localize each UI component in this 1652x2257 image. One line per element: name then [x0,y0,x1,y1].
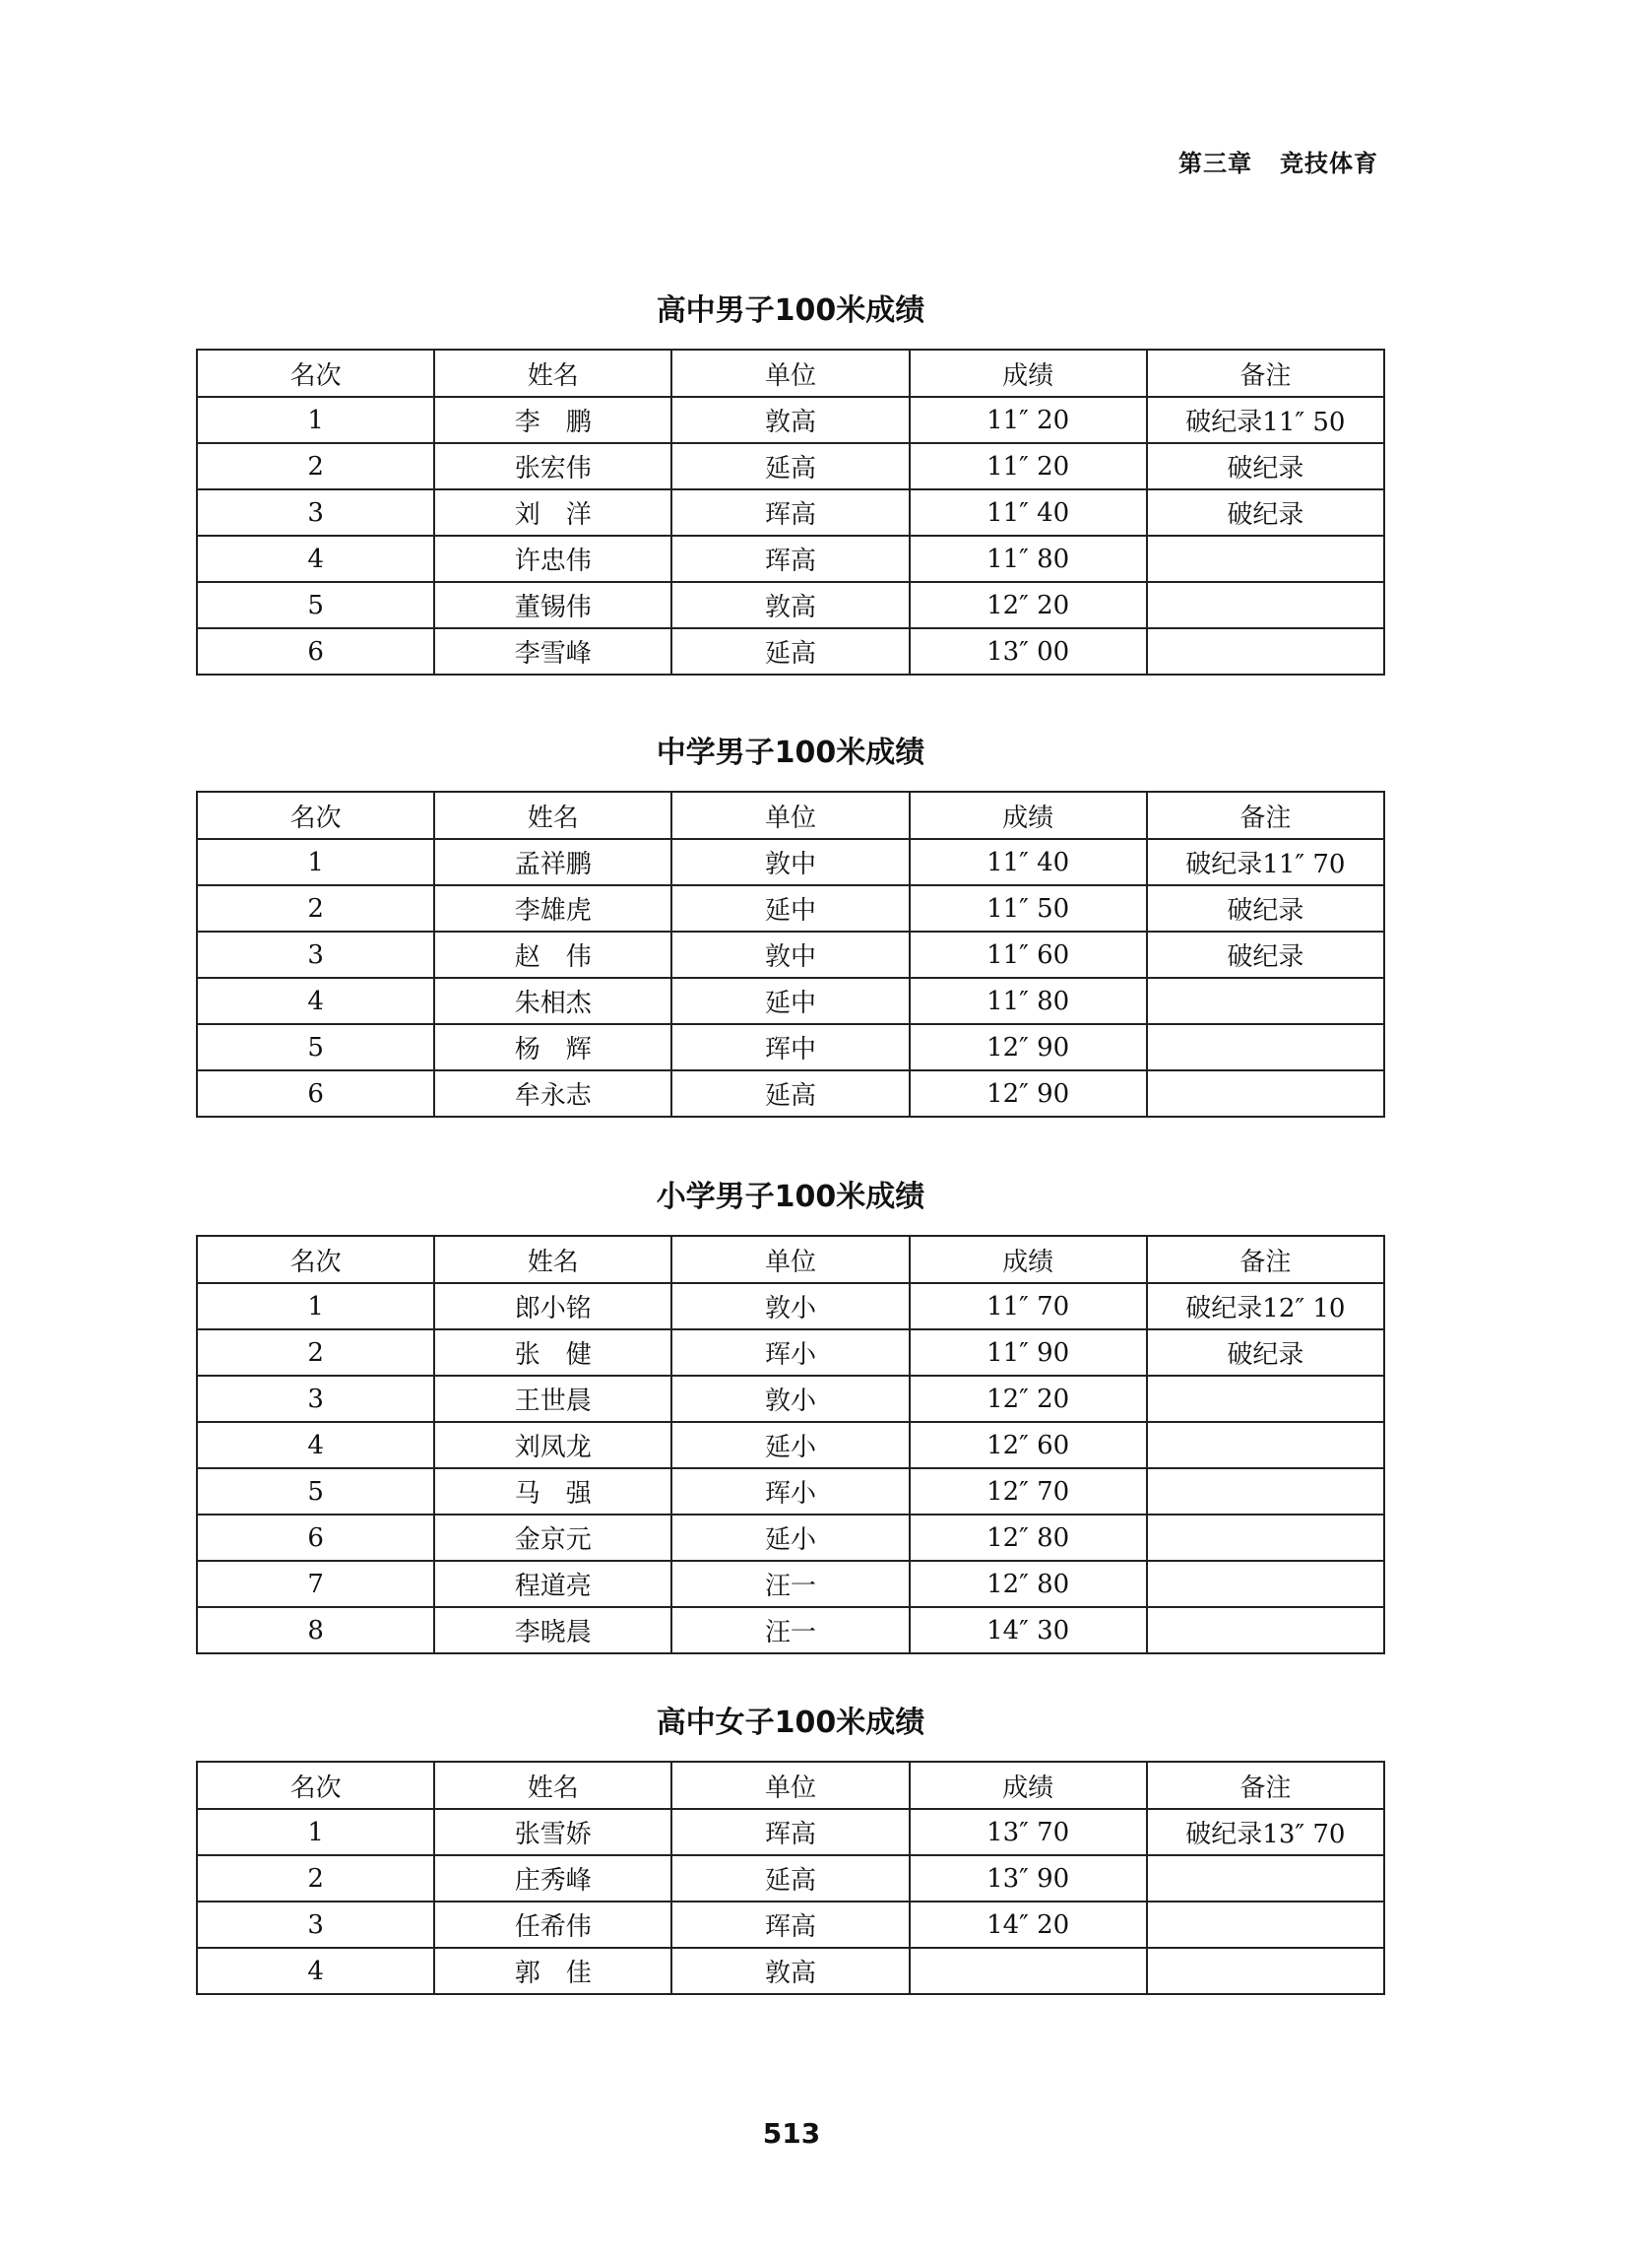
unit-cell: 延小 [671,1515,909,1561]
name-cell: 马 强 [434,1468,671,1515]
col-rank-header: 名次 [197,792,434,839]
rank-cell: 7 [197,1561,434,1607]
name-cell: 刘 洋 [434,489,671,536]
table-header-row [197,1762,1384,1809]
unit-cell: 珲小 [671,1329,909,1376]
result-cell: 11″ 50 [910,885,1147,932]
rank-cell: 3 [197,932,434,978]
name-cell: 赵 伟 [434,932,671,978]
note-cell: 破纪录13″ 70 [1147,1809,1384,1855]
table-row [197,1422,1384,1468]
rank-cell: 3 [197,1376,434,1422]
note-cell [1147,582,1384,628]
table-row [197,1468,1384,1515]
unit-cell: 汪一 [671,1561,909,1607]
col-name-header: 姓名 [434,792,671,839]
results-section-high-school-boys [196,291,1385,676]
result-cell: 12″ 80 [910,1515,1147,1561]
table-row [197,1376,1384,1422]
result-cell: 11″ 90 [910,1329,1147,1376]
note-cell [1147,628,1384,675]
result-cell: 12″ 20 [910,582,1147,628]
unit-cell: 敦小 [671,1283,909,1329]
name-cell: 郭 佳 [434,1948,671,1994]
result-cell: 12″ 20 [910,1376,1147,1422]
result-cell: 12″ 70 [910,1468,1147,1515]
rank-cell: 1 [197,839,434,885]
name-cell: 李 鹏 [434,397,671,443]
rank-cell: 6 [197,628,434,675]
rank-cell: 1 [197,397,434,443]
name-cell: 许忠伟 [434,536,671,582]
unit-cell: 珲小 [671,1468,909,1515]
rank-cell: 6 [197,1070,434,1117]
result-cell: 13″ 90 [910,1855,1147,1902]
result-cell: 13″ 70 [910,1809,1147,1855]
name-cell: 程道亮 [434,1561,671,1607]
rank-cell: 2 [197,885,434,932]
results-section-primary-school-boys [196,1178,1385,1654]
name-cell: 庄秀峰 [434,1855,671,1902]
unit-cell: 延高 [671,1855,909,1902]
name-cell: 杨 辉 [434,1024,671,1070]
note-cell: 破纪录11″ 50 [1147,397,1384,443]
results-section-middle-school-boys [196,734,1385,1118]
rank-cell: 4 [197,1422,434,1468]
note-cell [1147,1607,1384,1653]
page-number: 513 [762,2117,821,2150]
unit-cell: 敦小 [671,1376,909,1422]
chapter-label: 第三章 [1178,150,1252,177]
unit-cell: 珲高 [671,489,909,536]
col-result-header: 成绩 [910,1236,1147,1283]
col-name-header: 姓名 [434,350,671,397]
rank-cell: 2 [197,1855,434,1902]
results-table [196,1761,1385,1995]
rank-cell: 4 [197,1948,434,1994]
unit-cell: 珲中 [671,1024,909,1070]
unit-cell: 珲高 [671,1902,909,1948]
col-rank-header: 名次 [197,1236,434,1283]
table-row [197,1855,1384,1902]
unit-cell: 敦高 [671,582,909,628]
rank-cell: 3 [197,1902,434,1948]
rank-cell: 5 [197,582,434,628]
table-row [197,885,1384,932]
note-cell [1147,1024,1384,1070]
rank-cell: 3 [197,489,434,536]
table-row [197,1902,1384,1948]
col-rank-header: 名次 [197,1762,434,1809]
col-name-header: 姓名 [434,1236,671,1283]
col-rank-header: 名次 [197,350,434,397]
name-cell: 牟永志 [434,1070,671,1117]
unit-cell: 敦高 [671,1948,909,1994]
section-title: 小学男子100米成绩 [656,1180,925,1214]
note-cell [1147,1422,1384,1468]
col-unit-header: 单位 [671,1762,909,1809]
result-cell: 12″ 90 [910,1024,1147,1070]
col-unit-header: 单位 [671,350,909,397]
rank-cell: 1 [197,1809,434,1855]
results-table [196,349,1385,676]
unit-cell: 延中 [671,978,909,1024]
result-cell: 13″ 00 [910,628,1147,675]
table-row [197,536,1384,582]
unit-cell: 珲高 [671,1809,909,1855]
name-cell: 李雄虎 [434,885,671,932]
note-cell: 破纪录12″ 10 [1147,1283,1384,1329]
note-cell: 破纪录11″ 70 [1147,839,1384,885]
result-cell: 11″ 40 [910,489,1147,536]
result-cell: 11″ 70 [910,1283,1147,1329]
table-row [197,489,1384,536]
table-row [197,932,1384,978]
note-cell: 破纪录 [1147,489,1384,536]
table-row [197,1948,1384,1994]
rank-cell: 2 [197,443,434,489]
table-row [197,1024,1384,1070]
note-cell [1147,1948,1384,1994]
section-title: 中学男子100米成绩 [656,736,925,770]
col-note-header: 备注 [1147,1236,1384,1283]
col-name-header: 姓名 [434,1762,671,1809]
table-row [197,582,1384,628]
rank-cell: 8 [197,1607,434,1653]
result-cell: 11″ 20 [910,443,1147,489]
note-cell: 破纪录 [1147,443,1384,489]
unit-cell: 延小 [671,1422,909,1468]
col-note-header: 备注 [1147,1762,1384,1809]
table-row [197,443,1384,489]
rank-cell: 4 [197,978,434,1024]
rank-cell: 5 [197,1468,434,1515]
result-cell: 12″ 90 [910,1070,1147,1117]
rank-cell: 1 [197,1283,434,1329]
note-cell [1147,1468,1384,1515]
name-cell: 刘凤龙 [434,1422,671,1468]
note-cell [1147,1561,1384,1607]
col-result-header: 成绩 [910,350,1147,397]
result-cell: 12″ 60 [910,1422,1147,1468]
name-cell: 董锡伟 [434,582,671,628]
note-cell [1147,1070,1384,1117]
name-cell: 朱相杰 [434,978,671,1024]
table-row [197,1515,1384,1561]
table-header-row [197,350,1384,397]
name-cell: 张雪娇 [434,1809,671,1855]
section-title: 高中女子100米成绩 [656,1706,925,1740]
table-row [197,397,1384,443]
col-result-header: 成绩 [910,1762,1147,1809]
table-row [197,1809,1384,1855]
rank-cell: 6 [197,1515,434,1561]
name-cell: 孟祥鹏 [434,839,671,885]
result-cell: 11″ 80 [910,978,1147,1024]
table-header-row [197,1236,1384,1283]
note-cell [1147,1515,1384,1561]
result-cell: 14″ 20 [910,1902,1147,1948]
unit-cell: 敦中 [671,932,909,978]
col-note-header: 备注 [1147,350,1384,397]
rank-cell: 4 [197,536,434,582]
table-row [197,628,1384,675]
col-unit-header: 单位 [671,792,909,839]
name-cell: 张 健 [434,1329,671,1376]
result-cell: 12″ 80 [910,1561,1147,1607]
note-cell [1147,1855,1384,1902]
unit-cell: 延高 [671,1070,909,1117]
name-cell: 金京元 [434,1515,671,1561]
note-cell [1147,978,1384,1024]
table-row [197,1070,1384,1117]
col-result-header: 成绩 [910,792,1147,839]
name-cell: 任希伟 [434,1902,671,1948]
col-unit-header: 单位 [671,1236,909,1283]
note-cell [1147,1376,1384,1422]
result-cell: 14″ 30 [910,1607,1147,1653]
unit-cell: 敦高 [671,397,909,443]
note-cell: 破纪录 [1147,1329,1384,1376]
results-section-high-school-girls [196,1704,1385,1995]
result-cell: 11″ 80 [910,536,1147,582]
unit-cell: 汪一 [671,1607,909,1653]
note-cell: 破纪录 [1147,885,1384,932]
results-table [196,791,1385,1118]
name-cell: 张宏伟 [434,443,671,489]
unit-cell: 延高 [671,443,909,489]
name-cell: 李雪峰 [434,628,671,675]
unit-cell: 敦中 [671,839,909,885]
name-cell: 李晓晨 [434,1607,671,1653]
chapter-title: 竞技体育 [1280,150,1378,177]
result-cell: 11″ 40 [910,839,1147,885]
unit-cell: 延中 [671,885,909,932]
note-cell [1147,536,1384,582]
col-note-header: 备注 [1147,792,1384,839]
table-header-row [197,792,1384,839]
note-cell [1147,1902,1384,1948]
table-row [197,1329,1384,1376]
running-header [1178,144,1378,178]
section-title: 高中男子100米成绩 [656,293,925,328]
rank-cell: 2 [197,1329,434,1376]
result-cell [910,1948,1147,1994]
table-row [197,978,1384,1024]
name-cell: 郎小铭 [434,1283,671,1329]
name-cell: 王世晨 [434,1376,671,1422]
note-cell: 破纪录 [1147,932,1384,978]
table-row [197,839,1384,885]
results-table [196,1235,1385,1654]
rank-cell: 5 [197,1024,434,1070]
result-cell: 11″ 20 [910,397,1147,443]
table-row [197,1283,1384,1329]
result-cell: 11″ 60 [910,932,1147,978]
table-row [197,1561,1384,1607]
table-row [197,1607,1384,1653]
unit-cell: 延高 [671,628,909,675]
unit-cell: 珲高 [671,536,909,582]
